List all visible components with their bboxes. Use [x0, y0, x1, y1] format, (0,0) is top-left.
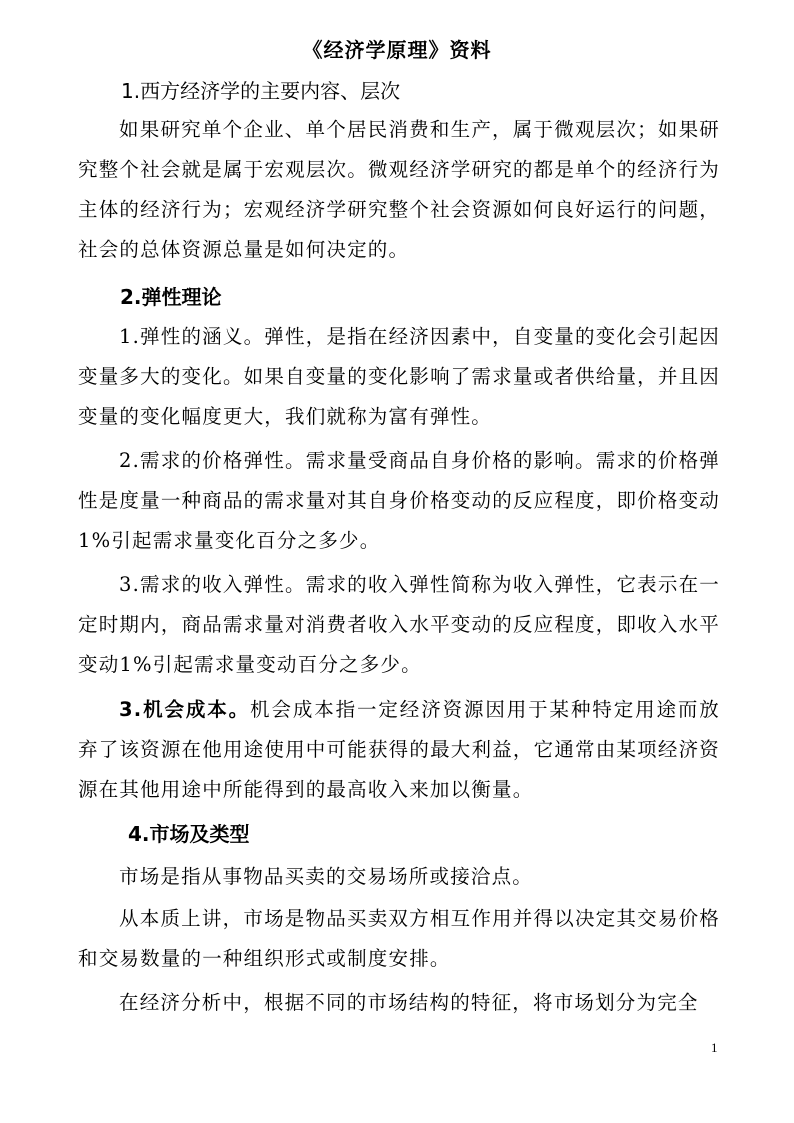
section-2-paragraph-3: 3.需求的收入弹性。需求的收入弹性简称为收入弹性，它表示在一定时期内，商品需求量对消费者收入水平变动的反应程度，即收入水平变动1%引起需求量变动百分之多少。: [78, 573, 720, 676]
section-3-block: [78, 690, 720, 810]
section-1-heading: 1.西方经济学的主要内容、层次: [121, 79, 401, 103]
section-1-paragraph-1: 如果研究单个企业、单个居民消费和生产，属于微观层次；如果研究整个社会就是属于宏观层次。微观经济学研究的都是单个的经济行为主体的经济行为；宏观经济学研究整个社会资源如何良好运行的问题，社会的总体资源总量是如何决定的。: [78, 118, 720, 261]
document-title: 《经济学原理》资料: [302, 38, 492, 62]
section-3-paragraph-1: 机会成本指一定经济资源因用于某种特定用途而放弃了该资源在他用途使用中可能获得的最大利益，它通常由某项经济资源在其他用途中所能得到的最高收入来加以衡量。: [78, 698, 720, 801]
section-2-paragraph-1: 1.弹性的涵义。弹性，是指在经济因素中，自变量的变化会引起因变量多大的变化。如果自变量的变化影响了需求量或者供给量，并且因变量的变化幅度更大，我们就称为富有弹性。: [78, 325, 720, 428]
section-2-paragraph-2: 2.需求的价格弹性。需求量受商品自身价格的影响。需求的价格弹性是度量一种商品的需求量对其自身价格变动的反应程度，即价格变动1%引起需求量变化百分之多少。: [78, 449, 720, 552]
section-4-paragraph-1: 市场是指从事物品买卖的交易场所或接洽点。: [119, 865, 534, 888]
section-3-heading: 3.机会成本。: [119, 698, 251, 721]
section-4-paragraph-3: 在经济分析中，根据不同的市场结构的特征，将市场划分为完全: [119, 991, 699, 1014]
page-number: 1: [711, 1040, 718, 1055]
section-4-heading: 4.市场及类型: [128, 822, 250, 846]
section-2-heading: 2.弹性理论: [120, 285, 222, 309]
section-4-paragraph-2: 从本质上讲，市场是物品买卖双方相互作用并得以决定其交易价格和交易数量的一种组织形式或制度安排。: [78, 907, 720, 970]
